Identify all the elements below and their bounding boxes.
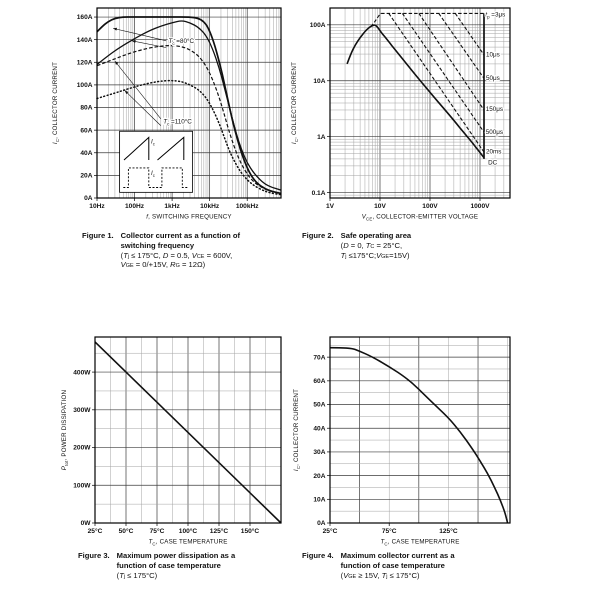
- figure3-caption-label: Figure 3.: [78, 551, 110, 560]
- figure-1: [52, 8, 281, 221]
- y-tick-label: 100A: [76, 82, 93, 90]
- y-tick-label: 120A: [76, 59, 93, 67]
- y-axis-title: $P_{tot}$, POWER DISSIPATION: [61, 389, 69, 471]
- figure1-caption-conditions: ($T_j \le 175^\circ C$, D = 0.5, $V_{CE} = 600V$, $V_{GE} = 0/+15V$, $R_G = 12\Omega$): [120, 250, 233, 270]
- x-axis-title: f, SWITCHING FREQUENCY: [146, 213, 232, 221]
- y-tick-label: 200W: [73, 444, 91, 452]
- x-axis-title: $V_{CE}$, COLLECTOR-EMITTER VOLTAGE: [361, 213, 479, 222]
- y-tick-label: 400W: [73, 369, 91, 377]
- x-tick-label: 150°C: [240, 528, 260, 535]
- figure1-caption: [82, 231, 240, 270]
- x-axis: [89, 198, 259, 210]
- figure3-caption-title: Maximum power dissipation as a function of case temperature: [116, 551, 236, 570]
- y-tick-label: 50A: [313, 401, 326, 409]
- y-axis-title: $I_C$, COLLECTOR CURRENT: [293, 388, 301, 472]
- y-tick-label: 20A: [80, 172, 93, 180]
- figure4-caption-label: Figure 4.: [302, 551, 334, 560]
- x-tick-label: 1V: [325, 203, 335, 210]
- y-tick-label: 160A: [76, 14, 93, 22]
- y-tick-label: 70A: [313, 354, 326, 362]
- curve-label: 50μs: [486, 75, 500, 83]
- y-tick-label: 10A: [313, 496, 326, 504]
- x-axis-title: $T_C$, CASE TEMPERATURE: [148, 538, 228, 547]
- x-tick-label: 25°C: [87, 528, 103, 535]
- y-tick-label: 30A: [313, 449, 326, 457]
- x-tick-label: 1000V: [470, 203, 490, 210]
- figure1-caption-title: Collector current as a function of switching frequency: [120, 231, 241, 250]
- y-tick-label: 140A: [76, 36, 93, 44]
- x-tick-label: 10Hz: [89, 203, 105, 210]
- x-axis-title: $T_C$, CASE TEMPERATURE: [380, 538, 460, 547]
- inset-label: $I_c$: [150, 138, 155, 147]
- x-tick-label: 10V: [374, 203, 386, 210]
- x-tick-label: 1kHz: [164, 203, 180, 210]
- x-axis: [88, 523, 260, 535]
- series-tp-150us: [419, 13, 484, 110]
- y-tick-label: 20A: [313, 472, 326, 480]
- y-tick-label: 100W: [73, 482, 91, 490]
- figure2-caption-label: Figure 2.: [302, 231, 334, 240]
- figure2-caption-title: Safe operating area: [340, 231, 412, 240]
- x-tick-label: 125°C: [439, 528, 458, 535]
- x-tick-label: 100°C: [178, 528, 198, 535]
- y-axis: [73, 369, 95, 527]
- x-tick-label: 75°C: [149, 528, 165, 535]
- plot-frame: [330, 337, 510, 523]
- y-tick-label: 80A: [80, 104, 93, 112]
- y-tick-label: 40A: [313, 425, 326, 433]
- figure1-caption-label: Figure 1.: [82, 231, 114, 240]
- y-tick-label: 40A: [80, 149, 93, 157]
- y-tick-label: 0A: [317, 520, 326, 528]
- x-tick-label: 100kHz: [235, 203, 259, 210]
- gridlines: [330, 337, 510, 523]
- figure-3: [61, 337, 281, 546]
- curve-label: 500μs: [485, 128, 503, 136]
- y-tick-label: 0.1A: [311, 189, 326, 197]
- y-tick-label: 60A: [80, 127, 93, 135]
- gridlines: [330, 8, 510, 198]
- y-axis: [77, 14, 97, 202]
- x-tick-label: 125°C: [209, 528, 229, 535]
- x-axis: [323, 523, 458, 535]
- x-tick-label: 100V: [422, 203, 438, 210]
- annotations: [485, 12, 505, 167]
- waveform-inset: [120, 131, 193, 192]
- figure-4: [293, 337, 510, 546]
- annotations: [113, 28, 194, 127]
- curve-label: 10μs: [486, 51, 500, 59]
- figure2-caption-conditions: (D = 0, $T_C = 25^\circ C$, $T_j$ $\le 175^\circ C;V_{GE}=15V$): [340, 240, 410, 260]
- x-axis: [326, 198, 490, 210]
- y-tick-label: 60A: [313, 378, 326, 386]
- series-dc-limit: [347, 25, 484, 158]
- figure3-caption: [78, 551, 235, 580]
- figure3-caption-conditions: $(T_j \le 175^\circ C)$: [116, 570, 158, 580]
- x-tick-label: 100Hz: [125, 203, 145, 210]
- y-axis: [313, 354, 330, 527]
- y-axis: [310, 22, 330, 197]
- y-tick-label: 10A: [313, 77, 326, 85]
- figure-2: [291, 8, 510, 221]
- curve-label: 150μs: [485, 106, 503, 114]
- y-axis-title: $I_C$, COLLECTOR CURRENT: [291, 61, 299, 145]
- figure2-caption: [302, 231, 411, 260]
- figure4-caption: [302, 551, 455, 580]
- y-tick-label: 0A: [84, 195, 93, 203]
- y-tick-label: 100A: [309, 22, 326, 30]
- curve-label: $T_c =110^\circ C$: [163, 118, 192, 127]
- curve-label: 20ms: [486, 148, 502, 156]
- figure4-caption-title: Maximum collector current as a function of case temperature: [340, 551, 455, 570]
- x-tick-label: 25°C: [322, 528, 338, 535]
- curve-label: $t_p =3\mu s$: [485, 11, 506, 20]
- x-tick-label: 10kHz: [200, 203, 220, 210]
- x-tick-label: 50°C: [118, 528, 134, 535]
- y-axis-title: $I_C$, COLLECTOR CURRENT: [52, 61, 60, 145]
- y-tick-label: 1A: [317, 133, 326, 141]
- curve-label: $T_c =80^\circ C$: [168, 38, 195, 46]
- y-tick-label: 0W: [80, 520, 91, 528]
- y-tick-label: 300W: [73, 407, 91, 415]
- x-tick-label: 75°C: [381, 528, 397, 535]
- inset-label: $I_c$: [150, 170, 155, 179]
- figure4-caption-conditions: ($V_{GE} \ge 15V$, $T_j \le 175^\circ C$): [340, 570, 420, 580]
- curve-label: DC: [488, 159, 498, 167]
